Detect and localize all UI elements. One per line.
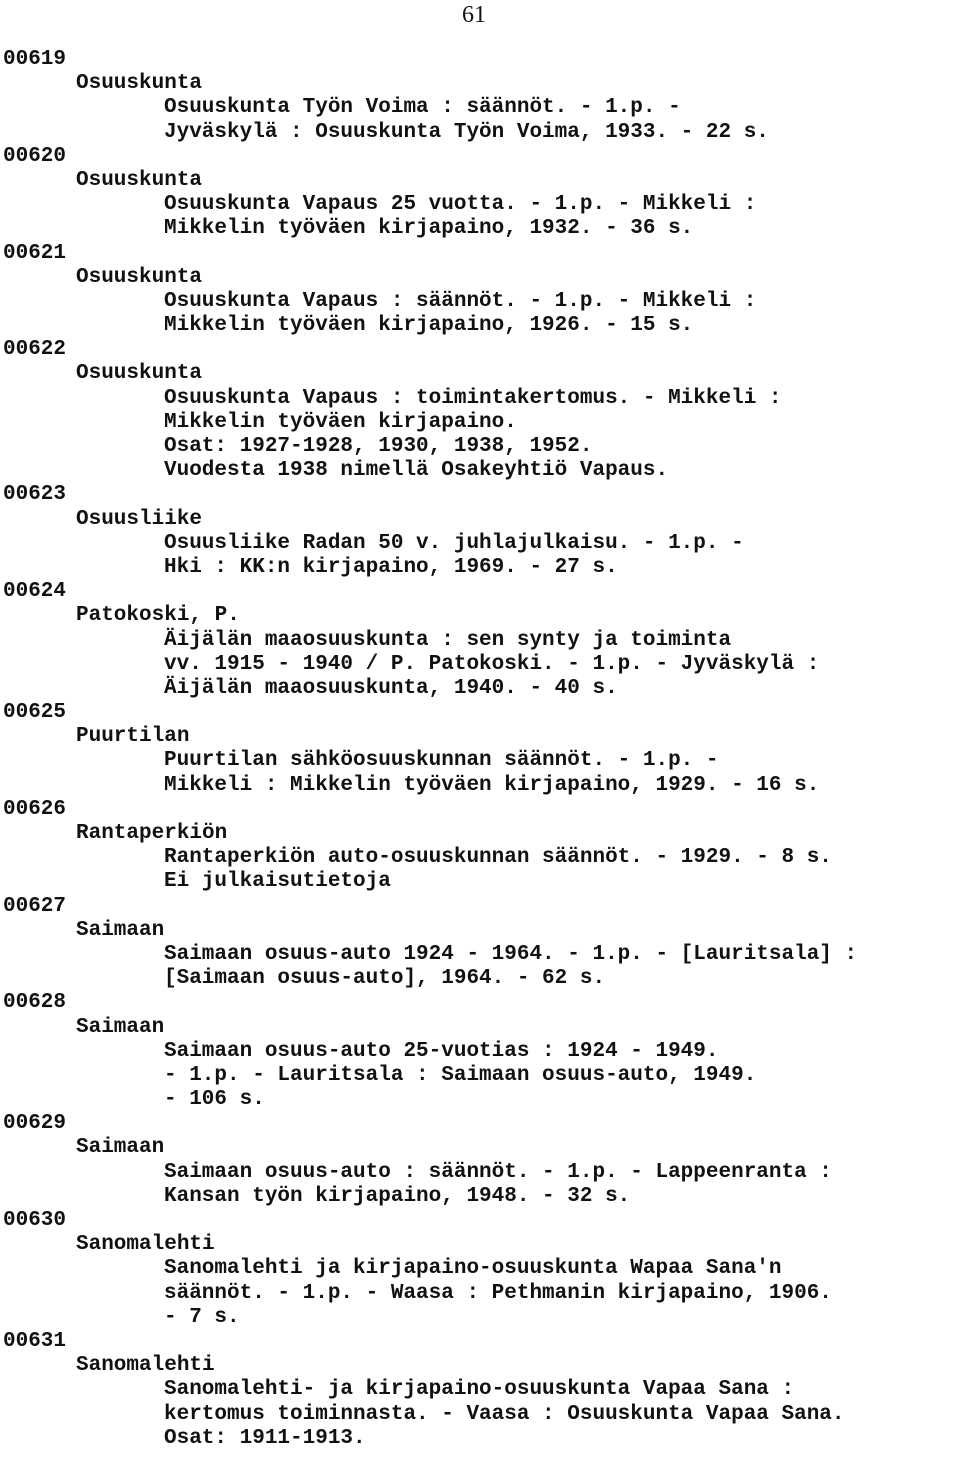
entry-description-line: vv. 1915 - 1940 / P. Patokoski. - 1.p. - Jyväskylä :	[164, 652, 820, 676]
entry-heading: Patokoski, P.	[76, 604, 240, 628]
entry-description-line: Ei julkaisutietoja	[164, 870, 391, 894]
catalog-entry	[0, 338, 960, 483]
entry-heading: Rantaperkiön	[76, 822, 228, 845]
entry-description-line: Osuuskunta Vapaus : toimintakertomus. - Mikkeli :	[164, 386, 782, 410]
entry-number: 00626	[3, 797, 67, 821]
catalog-entry	[0, 798, 960, 895]
entry-heading: Saimaan	[76, 1136, 165, 1160]
entry-heading: Osuuskunta	[76, 265, 203, 289]
entry-description-line: Äijälän maaosuuskunta, 1940. - 40 s.	[164, 676, 618, 700]
entry-heading: Osuusliike	[76, 507, 203, 531]
entry-description-line: Kansan työn kirjapaino, 1948. - 32 s.	[164, 1184, 631, 1208]
catalog-entry	[0, 242, 960, 339]
entry-description-line: Sanomalehti- ja kirjapaino-osuuskunta Vapaa Sana :	[164, 1378, 795, 1402]
entry-description-line: Osuuskunta Vapaus : säännöt. - 1.p. - Mikkeli :	[164, 289, 757, 313]
catalog-entry	[0, 1112, 960, 1209]
entry-description-line: Mikkelin työväen kirjapaino, 1926. - 15 s.	[164, 314, 694, 338]
entry-description-line: - 7 s.	[164, 1305, 240, 1329]
entry-number: 00621	[3, 241, 67, 265]
catalog-entry	[0, 991, 960, 1112]
entry-heading: Osuuskunta	[76, 168, 203, 192]
page-number: 61	[462, 2, 486, 28]
entry-number: 00624	[3, 580, 67, 604]
entry-heading: Sanomalehti	[76, 1233, 215, 1257]
entry-number: 00629	[3, 1112, 67, 1136]
entry-description-line: [Saimaan osuus-auto], 1964. - 62 s.	[164, 967, 606, 991]
entry-heading: Saimaan	[76, 918, 165, 942]
entry-description-line: Osuusliike Radan 50 v. juhlajulkaisu. - 1.p. -	[164, 531, 744, 555]
entry-description-line: säännöt. - 1.p. - Waasa : Pethmanin kirjapaino, 1906.	[164, 1281, 832, 1305]
entry-description-line: Osat: 1911-1913.	[164, 1426, 366, 1450]
entry-description-line: Saimaan osuus-auto 25-vuotias : 1924 - 1949.	[164, 1039, 719, 1063]
entry-description-line: - 106 s.	[164, 1088, 265, 1112]
catalog-entry	[0, 145, 960, 242]
entry-description-line: Mikkelin työväen kirjapaino.	[164, 410, 517, 434]
entry-description-line: Osat: 1927-1928, 1930, 1938, 1952.	[164, 435, 593, 458]
catalog-entry	[0, 1330, 960, 1451]
entry-description-line: kertomus toiminnasta. - Vaasa : Osuuskunta Vapaa Sana.	[164, 1402, 845, 1426]
entry-description-line: Jyväskylä : Osuuskunta Työn Voima, 1933. - 22 s.	[164, 120, 769, 144]
catalog-entry	[0, 1209, 960, 1330]
entry-number: 00620	[3, 144, 67, 168]
catalog-entry	[0, 701, 960, 798]
entry-description-line: Osuuskunta Työn Voima : säännöt. - 1.p. -	[164, 96, 681, 120]
entry-number: 00627	[3, 894, 67, 918]
entry-description-line: Hki : KK:n kirjapaino, 1969. - 27 s.	[164, 555, 618, 579]
entry-number: 00623	[3, 483, 67, 507]
entry-description-line: Saimaan osuus-auto 1924 - 1964. - 1.p. - [Lauritsala] :	[164, 942, 858, 966]
entry-description-line: Rantaperkiön auto-osuuskunnan säännöt. - 1929. - 8 s.	[164, 846, 832, 870]
entry-number: 00630	[3, 1209, 67, 1232]
entry-number: 00619	[3, 48, 67, 71]
entry-description-line: Mikkeli : Mikkelin työväen kirjapaino, 1929. - 16 s.	[164, 773, 820, 797]
entry-number: 00622	[3, 338, 67, 362]
entry-number: 00628	[3, 991, 67, 1015]
entry-heading: Puurtilan	[76, 725, 190, 749]
entry-heading: Osuuskunta	[76, 72, 203, 96]
entry-description-line: Vuodesta 1938 nimellä Osakeyhtiö Vapaus.	[164, 459, 669, 483]
entry-description-line: Osuuskunta Vapaus 25 vuotta. - 1.p. - Mikkeli :	[164, 193, 757, 217]
entry-heading: Saimaan	[76, 1015, 165, 1039]
entry-description-line: Mikkelin työväen kirjapaino, 1932. - 36 s.	[164, 217, 694, 241]
catalog-entry	[0, 580, 960, 701]
entry-description-line: Sanomalehti ja kirjapaino-osuuskunta Wapaa Sana'n	[164, 1257, 782, 1281]
catalog-entry	[0, 483, 960, 580]
entry-heading: Sanomalehti	[76, 1354, 215, 1378]
entry-number: 00625	[3, 701, 67, 725]
catalog-entry	[0, 48, 960, 145]
catalog-entries	[0, 48, 960, 1451]
catalog-entry	[0, 895, 960, 992]
entry-description-line: Puurtilan sähköosuuskunnan säännöt. - 1.p. -	[164, 749, 719, 773]
entry-heading: Osuuskunta	[76, 362, 203, 386]
entry-description-line: Saimaan osuus-auto : säännöt. - 1.p. - Lappeenranta :	[164, 1160, 832, 1184]
entry-number: 00631	[3, 1329, 67, 1353]
entry-description-line: Äijälän maaosuuskunta : sen synty ja toiminta	[164, 628, 732, 652]
entry-description-line: - 1.p. - Lauritsala : Saimaan osuus-auto, 1949.	[164, 1063, 757, 1087]
